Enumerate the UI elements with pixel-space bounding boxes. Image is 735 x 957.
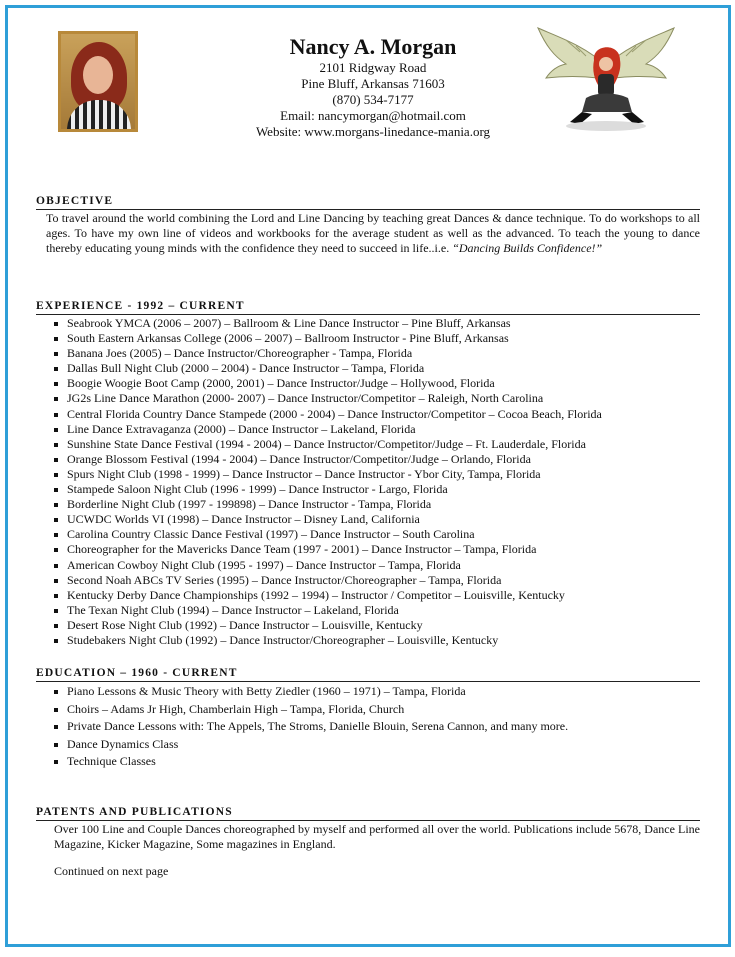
website-address: Website: www.morgans-linedance-mania.org [255, 124, 491, 139]
continued-note: Continued on next page [54, 864, 169, 878]
list-item: American Cowboy Night Club (1995 - 1997) – Dance Instructor – Tampa, Florida [54, 558, 700, 573]
experience-section [36, 299, 700, 648]
list-item: Private Dance Lessons with: The Appels, The Stroms, Danielle Blouin, Serena Cannon, and many more. [54, 718, 700, 736]
education-heading: EDUCATION – 1960 - CURRENT [36, 666, 700, 682]
list-item: Second Noah ABCs TV Series (1995) – Dance Instructor/Choreographer – Tampa, Florida [54, 573, 700, 588]
list-item: JG2s Line Dance Marathon (2000- 2007) – Dance Instructor/Competitor – Raleigh, North Carolina [54, 391, 700, 406]
patents-heading: PATENTS AND PUBLICATIONS [36, 805, 700, 821]
list-item: Orange Blossom Festival (1994 - 2004) – Dance Instructor/Competitor/Judge – Orlando, Florida [54, 452, 700, 467]
list-item: Technique Classes [54, 753, 700, 771]
list-item: Choirs – Adams Jr High, Chamberlain High – Tampa, Florida, Church [54, 701, 700, 719]
list-item: Stampede Saloon Night Club (1996 - 1999) – Dance Instructor - Largo, Florida [54, 482, 700, 497]
patents-section [36, 805, 700, 879]
list-item: Dallas Bull Night Club (2000 – 2004) - Dance Instructor – Tampa, Florida [54, 361, 700, 376]
list-item: Borderline Night Club (1997 - 199898) – Dance Instructor - Tampa, Florida [54, 497, 700, 512]
objective-text: To travel around the world combining the Lord and Line Dancing by teaching great Dances & dance technique. To do workshops to all ages. To have my own line of videos and workbooks for the average student as well as the advanced. To teach the young to dance thereby educating young minds with the confidence they need to succeed in life..i.e. “Dancing Builds Confidence!” [46, 211, 700, 255]
list-item: The Texan Night Club (1994) – Dance Instructor – Lakeland, Florida [54, 603, 700, 618]
angel-dancer-illustration [536, 26, 676, 136]
list-item: Carolina Country Classic Dance Festival (1997) – Dance Instructor – South Carolina [54, 527, 700, 542]
contact-header [198, 34, 548, 140]
phone-number: (870) 534-7177 [332, 92, 414, 107]
list-item: Kentucky Derby Dance Championships (1992 – 1994) – Instructor / Competitor – Louisville, Kentucky [54, 588, 700, 603]
objective-section [36, 194, 700, 256]
profile-photo [58, 31, 138, 132]
resume-page [5, 5, 731, 947]
list-item: Central Florida Country Dance Stampede (2000 - 2004) – Dance Instructor/Competitor – Cocoa Beach, Florida [54, 407, 700, 422]
candidate-name: Nancy A. Morgan [289, 34, 457, 59]
address-city: Pine Bluff, Arkansas 71603 [301, 76, 445, 91]
email-address: Email: nancymorgan@hotmail.com [280, 108, 466, 123]
list-item: Spurs Night Club (1998 - 1999) – Dance Instructor – Dance Instructor - Ybor City, Tampa, Florida [54, 467, 700, 482]
list-item: UCWDC Worlds VI (1998) – Dance Instructor – Disney Land, California [54, 512, 700, 527]
objective-quote: “Dancing Builds Confidence!” [452, 241, 603, 255]
list-item: Dance Dynamics Class [54, 736, 700, 754]
list-item: Sunshine State Dance Festival (1994 - 2004) – Dance Instructor/Competitor/Judge – Ft. Lauderdale, Florida [54, 437, 700, 452]
list-item: Desert Rose Night Club (1992) – Dance Instructor – Louisville, Kentucky [54, 618, 700, 633]
experience-list [36, 316, 700, 648]
list-item: Boogie Woogie Boot Camp (2000, 2001) – Dance Instructor/Judge – Hollywood, Florida [54, 376, 700, 391]
patents-text: Over 100 Line and Couple Dances choreographed by myself and performed all over the world. Publications include 5678, Dance Line Magazine, Kicker Magazine, Some magazines in England. [54, 822, 700, 851]
list-item: Seabrook YMCA (2006 – 2007) – Ballroom & Line Dance Instructor – Pine Bluff, Arkansas [54, 316, 700, 331]
list-item: Studebakers Night Club (1992) – Dance Instructor/Choreographer – Louisville, Kentucky [54, 633, 700, 648]
list-item: Banana Joes (2005) – Dance Instructor/Choreographer - Tampa, Florida [54, 346, 700, 361]
objective-heading: OBJECTIVE [36, 194, 700, 210]
education-section [36, 666, 700, 771]
address-street: 2101 Ridgway Road [319, 60, 427, 75]
list-item: South Eastern Arkansas College (2006 – 2007) – Ballroom Instructor - Pine Bluff, Arkansas [54, 331, 700, 346]
list-item: Line Dance Extravaganza (2000) – Dance Instructor – Lakeland, Florida [54, 422, 700, 437]
list-item: Choreographer for the Mavericks Dance Team (1997 - 2001) – Dance Instructor – Tampa, Florida [54, 542, 700, 557]
education-list [36, 683, 700, 771]
list-item: Piano Lessons & Music Theory with Betty Ziedler (1960 – 1971) – Tampa, Florida [54, 683, 700, 701]
experience-heading: EXPERIENCE - 1992 – CURRENT [36, 299, 700, 315]
